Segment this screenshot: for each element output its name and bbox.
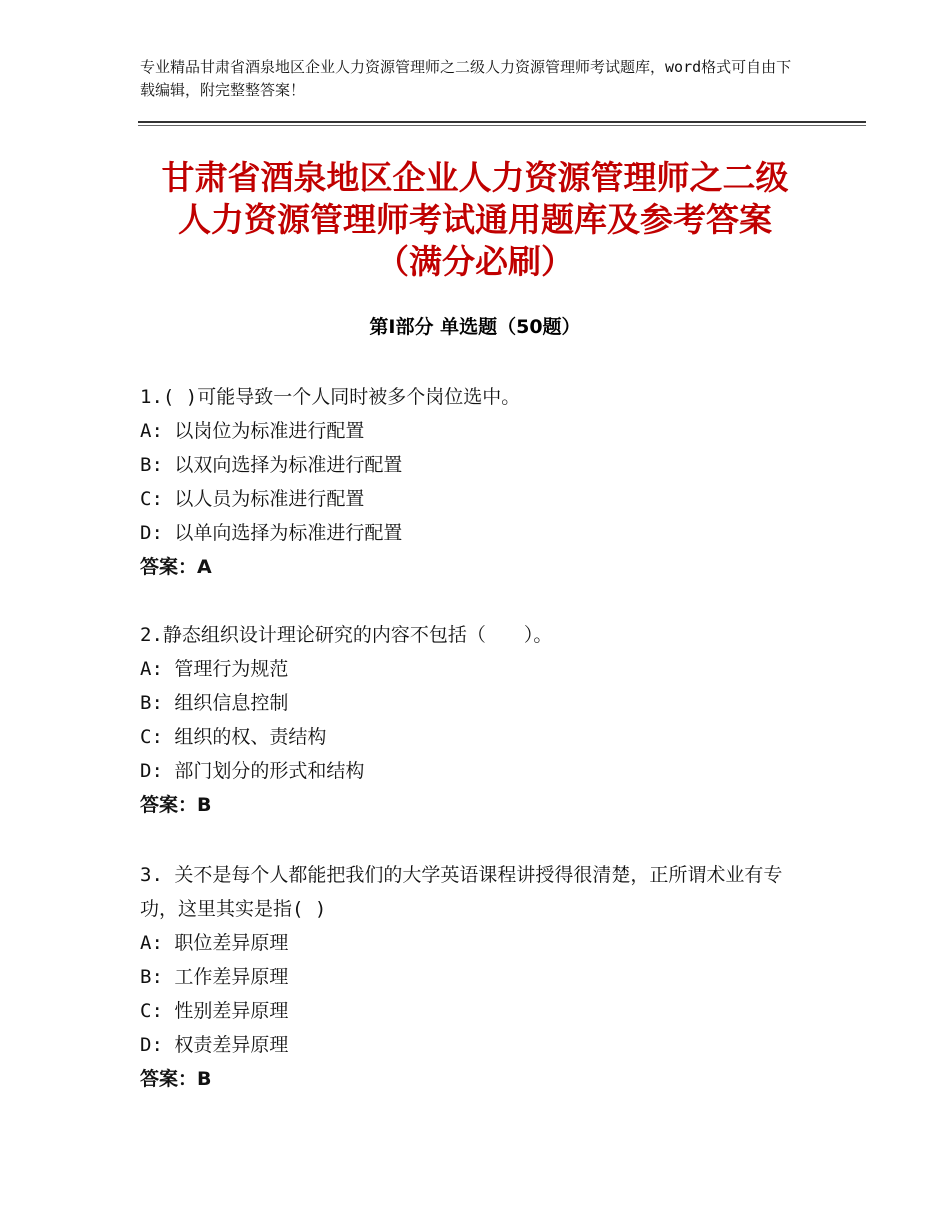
option-c: C: 以人员为标准进行配置 (140, 488, 365, 510)
title-line-3: （满分必刷） (376, 242, 574, 281)
question-stem: 2.静态组织设计理论研究的内容不包括（ ）。 (140, 624, 553, 646)
title-line-2: 人力资源管理师考试通用题库及参考答案 (178, 200, 772, 239)
option-a: A: 职位差异原理 (140, 932, 289, 954)
option-a: A: 管理行为规范 (140, 658, 289, 680)
option-d: D: 部门划分的形式和结构 (140, 760, 365, 782)
question-1 (140, 380, 820, 584)
option-d: D: 以单向选择为标准进行配置 (140, 522, 403, 544)
question-stem: 1.( )可能导致一个人同时被多个岗位选中。 (140, 386, 521, 408)
header-rule-thin (138, 125, 866, 126)
answer: 答案：A (140, 556, 212, 578)
question-3 (140, 858, 820, 1096)
document-title (120, 157, 830, 283)
title-line-1: 甘肃省酒泉地区企业人力资源管理师之二级 (161, 158, 789, 197)
option-b: B: 工作差异原理 (140, 966, 289, 988)
option-b: B: 组织信息控制 (140, 692, 289, 714)
header-rule-thick (138, 121, 866, 123)
section-heading: 第Ⅰ部分 单选题（50题） (369, 316, 581, 338)
question-2 (140, 618, 820, 822)
option-c: C: 性别差异原理 (140, 1000, 289, 1022)
header-note: 专业精品甘肃省酒泉地区企业人力资源管理师之二级人力资源管理师考试题库，word格式可自由下载编辑，附完整整答案！ (140, 58, 792, 99)
option-d: D: 权责差异原理 (140, 1034, 289, 1056)
option-b: B: 以双向选择为标准进行配置 (140, 454, 403, 476)
answer: 答案：B (140, 794, 212, 816)
answer: 答案：B (140, 1068, 212, 1090)
question-stem: 3. 关不是每个人都能把我们的大学英语课程讲授得很清楚，正所谓术业有专功，这里其实是指( ) (140, 864, 783, 920)
option-a: A: 以岗位为标准进行配置 (140, 420, 365, 442)
option-c: C: 组织的权、责结构 (140, 726, 327, 748)
